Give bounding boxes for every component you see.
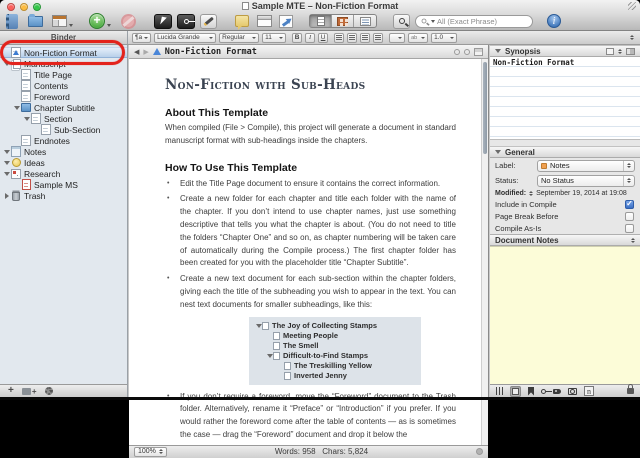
text-color-dropdown[interactable]	[389, 33, 405, 43]
notebook-icon	[6, 14, 18, 29]
align-justify-button[interactable]	[373, 33, 383, 43]
modified-field-name: Modified:	[495, 190, 527, 197]
binder-item-label: Title Page	[34, 69, 72, 80]
bullet-item: • folder. Alternatively, rename it “Preface” or “Introduction” if you prefer. If you would rather the foreword come after the table of contents — as is sometimes the case — drag the “Foreword” document and drop it below the	[165, 391, 456, 442]
checkbox-row-compile-as-is	[490, 222, 640, 234]
dropdown-stepper-icon	[627, 178, 631, 183]
checkbox-label: Include in Compile	[495, 199, 557, 209]
corkboard-view-segment[interactable]	[332, 15, 354, 27]
quick-reference-button[interactable]	[257, 12, 272, 30]
underline-button[interactable]: U	[318, 33, 328, 43]
inspector-panel	[490, 45, 640, 397]
keywords-hud-button[interactable]	[177, 14, 195, 29]
disclosure-triangle[interactable]	[23, 117, 31, 121]
binder-item-contents[interactable]	[0, 80, 127, 91]
italic-button[interactable]: I	[305, 33, 315, 43]
binder-item-label: Chapter Subtitle	[34, 102, 95, 113]
search-icon	[399, 18, 405, 24]
label-field-name: Label:	[495, 161, 516, 170]
checkbox-page-break-before[interactable]	[625, 212, 634, 221]
search-scope-text: All (Exact Phrase)	[437, 16, 498, 26]
embedded-tree-image	[249, 317, 421, 385]
toolbar	[0, 11, 640, 31]
document-icon	[284, 362, 291, 370]
doc-badge-icon	[11, 48, 21, 58]
binder-item-label: Foreword	[34, 91, 70, 102]
disclosure-triangle[interactable]	[3, 193, 11, 199]
align-right-button[interactable]	[360, 33, 370, 43]
document-notes-area[interactable]	[490, 246, 640, 384]
folder-icon	[28, 16, 43, 27]
document-content	[129, 59, 488, 442]
binder-item-label: Endnotes	[34, 135, 70, 146]
howto-heading: How To Use This Template	[165, 161, 298, 174]
disclosure-triangle[interactable]	[3, 62, 11, 66]
tree-item-label: The Smell	[283, 341, 319, 351]
document-icon	[273, 352, 280, 360]
doc-icon	[41, 125, 51, 135]
binder-item-label: Ideas	[24, 157, 45, 168]
dropdown-arrow-icon	[49, 390, 53, 393]
tree-item-meeting-people	[255, 331, 415, 341]
binder-item-non-fiction-format[interactable]	[0, 47, 127, 58]
label-row	[490, 158, 640, 173]
dropdown-arrow-icon	[107, 24, 111, 27]
add-folder-button[interactable]	[22, 387, 37, 396]
doc-icon	[21, 70, 31, 80]
binder-item-label: Notes	[24, 146, 47, 157]
general-header-label: General	[505, 147, 535, 157]
checkbox-label: Page Break Before	[495, 211, 559, 221]
document-notes-label: Document Notes	[495, 235, 559, 245]
tree-item-label: The Treskilling Yellow	[294, 361, 372, 371]
dropdown-arrow-icon	[252, 37, 256, 39]
binder-footer-bar	[0, 384, 127, 397]
editor-document-title[interactable]: Non-Fiction Format	[164, 46, 257, 57]
document-main-heading: Non-Fiction with Sub-Heads	[165, 77, 366, 93]
window-title: Sample MTE – Non-Fiction Format	[0, 1, 640, 11]
search-button[interactable]	[393, 14, 410, 29]
dropdown-arrow-icon	[450, 37, 454, 39]
redbook-icon	[21, 180, 31, 190]
editor-footer-bar	[129, 445, 488, 458]
pencil-icon	[203, 17, 213, 26]
binder-item-ideas[interactable]	[0, 157, 127, 168]
tree-item-difficult-to-find-stamps	[255, 351, 415, 361]
binder-list	[0, 45, 127, 384]
add-item-button[interactable]	[89, 12, 111, 30]
editor-body[interactable]	[129, 59, 488, 445]
binder-item-foreword[interactable]	[0, 91, 127, 102]
notes-icon	[11, 147, 21, 157]
header-circle-icon[interactable]	[464, 49, 470, 55]
about-paragraph: When compiled (File > Compile), this project will generate a document in standard manuscript format with sub-headings inside the chapters.	[165, 123, 456, 145]
document-icon	[273, 342, 280, 350]
cursor-arrow-icon	[160, 17, 167, 26]
tree-item-the-treskilling-yellow	[255, 361, 415, 371]
binder-pane-header: Binder	[0, 31, 128, 44]
status-value: No Status	[541, 176, 574, 185]
document-badge-icon	[153, 48, 161, 55]
disclosure-triangle[interactable]	[3, 150, 11, 154]
align-left-button[interactable]	[334, 33, 344, 43]
binder-item-notes[interactable]	[0, 146, 127, 157]
photo-icon	[11, 169, 21, 179]
search-icon	[422, 19, 427, 24]
binder-item-label: Section	[44, 113, 73, 124]
binder-item-sample-ms[interactable]	[0, 179, 127, 190]
binder-item-research[interactable]	[0, 168, 127, 179]
align-center-button[interactable]	[347, 33, 357, 43]
document-view-icon	[317, 16, 325, 26]
notes-tab-icon[interactable]	[496, 387, 503, 395]
tree-item-label: Meeting People	[283, 331, 339, 341]
binder-item-title-page[interactable]	[0, 69, 127, 80]
inspector-stepper-icon[interactable]	[630, 35, 634, 40]
add-document-button[interactable]: +	[8, 385, 14, 396]
bullet-item: • Create a new text document for each sub-section within the chapter folders, giving each the title of the subheading you wish to appear in the text. You can nest text documents for smaller subheadings, like this:	[165, 273, 456, 311]
modified-stepper-icon[interactable]	[529, 191, 533, 196]
font-size-dropdown[interactable]: 11	[262, 33, 286, 43]
screen-bottom-strip	[0, 397, 640, 400]
binder-item-trash[interactable]	[0, 190, 127, 201]
disclosure-triangle[interactable]	[13, 106, 21, 110]
binder-item-chapter-subtitle[interactable]	[0, 102, 127, 113]
bullet-item: • Edit the Title Page document to ensure it contains the correct information.	[165, 178, 456, 191]
lock-icon[interactable]	[627, 388, 634, 394]
zoom-value: 100%	[138, 448, 156, 456]
dropdown-arrow-icon	[279, 37, 283, 39]
metadata-tag-tab-icon[interactable]	[553, 389, 561, 394]
style-preset-dropdown[interactable]: ¶a	[132, 33, 151, 43]
binder-item-label: Trash	[24, 190, 46, 201]
references-tab-icon[interactable]	[510, 386, 521, 397]
font-family-dropdown[interactable]: Lucida Grande	[154, 33, 216, 43]
stack-icon	[11, 59, 21, 69]
footnotes-tab-icon[interactable]: n	[584, 386, 594, 396]
bulb-icon	[11, 158, 21, 168]
label-dropdown[interactable]	[537, 160, 635, 172]
status-dropdown[interactable]	[537, 175, 635, 187]
key-icon	[184, 19, 189, 24]
binder-item-section[interactable]	[0, 113, 127, 124]
binder-action-menu-button[interactable]	[45, 387, 53, 395]
window-panel-icon	[257, 15, 272, 27]
inspector-strip-controls	[490, 35, 640, 40]
corkboard-view-icon	[337, 17, 348, 26]
bold-button[interactable]: B	[292, 33, 302, 43]
zoom-stepper-icon[interactable]	[159, 449, 163, 454]
window-chrome	[0, 0, 640, 31]
checkbox-row-include-in-compile	[490, 198, 640, 210]
search-scope-dropdown-icon[interactable]	[431, 20, 435, 23]
about-heading: About This Template	[165, 107, 269, 119]
document-view-segment[interactable]	[310, 15, 332, 27]
back-arrow-icon[interactable]: ◀	[134, 48, 140, 56]
doc-icon	[21, 92, 31, 102]
tree-item-the-smell	[255, 341, 415, 351]
document-icon	[273, 332, 280, 340]
disclosure-triangle	[255, 324, 262, 328]
synopsis-header-label: Synopsis	[505, 46, 541, 56]
doc-icon	[21, 136, 31, 146]
dropdown-arrow-icon	[144, 37, 148, 39]
binder-item-label: Contents	[34, 80, 69, 91]
outline-view-icon	[360, 17, 371, 26]
align-right-icon	[362, 35, 368, 40]
doc-icon	[31, 114, 41, 124]
binder-item-label: Non-Fiction Format	[24, 47, 97, 58]
highlight-color-dropdown[interactable]: ab	[408, 33, 428, 43]
split-view-icon[interactable]	[474, 48, 483, 56]
binder-item-label: Manuscript	[24, 58, 66, 69]
document-icon	[284, 372, 291, 380]
binder-sidebar	[0, 45, 128, 397]
checkbox-include-in-compile[interactable]: ✓	[626, 199, 633, 208]
tree-item-label: Difficult-to-Find Stamps	[283, 351, 368, 361]
format-bar	[0, 31, 640, 45]
collections-button[interactable]	[28, 12, 43, 30]
bullet-item: • Create a new folder for each chapter and title each folder with the name of the chapter. If you don’t intend to use chapter names, just use something descriptive that tells you what the chapter is about. (You do not need to title the folders “Chapter One” and so on, as chapter numbering will be taken care of automatically during the Compile process.) The first chapter folder has been created for you with the placeholder title “Chapter Subtitle”.	[165, 193, 456, 270]
word-count-status: Words: 958 Chars: 5,824	[274, 447, 369, 457]
disclosure-triangle[interactable]	[3, 161, 11, 165]
document-notes-header[interactable]	[490, 234, 640, 246]
snapshots-tab-icon[interactable]	[568, 388, 577, 395]
zoom-control[interactable]	[134, 447, 167, 457]
synopsis-section-header[interactable]	[490, 45, 640, 57]
tree-item-label: Inverted Jenny	[294, 371, 347, 381]
align-center-icon	[349, 35, 355, 40]
green-plus-icon: +	[89, 13, 105, 29]
doc-icon	[21, 81, 31, 91]
binder-item-label: Sample MS	[34, 179, 78, 190]
dropdown-arrow-icon	[209, 37, 213, 39]
binder-item-sub-section[interactable]	[0, 124, 127, 135]
format-controls	[128, 33, 490, 43]
binder-item-label: Sub-Section	[54, 124, 101, 135]
synopsis-text: Non-Fiction Format	[493, 58, 575, 67]
compile-arrow-icon	[279, 15, 293, 28]
align-justify-icon	[375, 35, 381, 40]
binder-item-label: Research	[24, 168, 61, 179]
checkbox-row-page-break-before	[490, 210, 640, 222]
tree-item-the-joy-of-collecting-stamps	[255, 321, 415, 331]
synopsis-card[interactable]	[490, 57, 640, 140]
trash-icon	[11, 191, 21, 201]
search-input[interactable]	[415, 15, 533, 28]
status-row	[490, 173, 640, 188]
layouts-button[interactable]	[52, 12, 73, 30]
footer-gear-icon[interactable]	[476, 448, 483, 455]
disclosure-triangle[interactable]	[3, 172, 11, 176]
synopsis-switch-icon[interactable]	[626, 48, 635, 55]
modified-value: September 19, 2014 at 19:08	[536, 190, 627, 197]
folder-icon	[21, 103, 31, 113]
tree-item-inverted-jenny	[255, 371, 415, 381]
status-field-name: Status:	[495, 176, 519, 185]
dropdown-arrow-icon	[398, 37, 402, 39]
inspector-toggle-button[interactable]	[547, 12, 561, 30]
dropdown-stepper-icon	[627, 163, 631, 168]
binder-item-endnotes[interactable]	[0, 135, 127, 146]
keywords-tab-icon[interactable]	[541, 389, 546, 394]
line-spacing-dropdown[interactable]: 1.0	[431, 33, 457, 43]
move-to-trash-button[interactable]	[121, 12, 136, 30]
inspector-footer-bar	[490, 384, 640, 397]
edit-button[interactable]	[200, 14, 217, 29]
document-icon	[262, 322, 269, 330]
scrollbar-thumb[interactable]	[483, 62, 487, 154]
bookmark-tab-icon[interactable]	[528, 387, 534, 396]
label-value: Notes	[550, 161, 570, 170]
editor-header-bar	[129, 45, 488, 59]
general-section-header[interactable]	[490, 146, 640, 158]
info-icon: i	[547, 14, 561, 28]
disclosure-triangle[interactable]	[495, 49, 501, 53]
binder-item-manuscript[interactable]	[0, 58, 127, 69]
comment-button[interactable]	[235, 12, 249, 30]
view-mode-segmented-control	[309, 14, 377, 28]
modified-row	[490, 188, 640, 198]
tree-item-label: The Joy of Collecting Stamps	[272, 321, 378, 331]
compile-button[interactable]	[279, 12, 293, 30]
screenshot-mode-button[interactable]	[154, 14, 172, 29]
checkbox-label: Compile As-Is	[495, 223, 542, 233]
layout-panels-icon	[52, 15, 67, 27]
disclosure-triangle	[266, 354, 273, 358]
forward-arrow-icon[interactable]: ▶	[143, 48, 149, 56]
window-resize-icon[interactable]	[628, 2, 636, 10]
no-entry-icon	[121, 14, 136, 29]
synopsis-image-toggle-icon[interactable]	[606, 48, 614, 55]
editor-scrollbar[interactable]	[481, 59, 488, 445]
dropdown-arrow-icon	[421, 37, 425, 39]
align-left-icon	[336, 35, 342, 40]
synopsis-stepper-icon[interactable]	[618, 49, 622, 54]
label-color-swatch	[541, 163, 547, 169]
header-circle-icon[interactable]	[454, 49, 460, 55]
proxy-document-icon[interactable]	[242, 2, 249, 10]
notes-stepper-icon[interactable]	[631, 238, 635, 243]
font-style-dropdown[interactable]: Regular	[219, 33, 259, 43]
checkbox-compile-as-is[interactable]	[625, 224, 634, 233]
dropdown-arrow-icon	[69, 24, 73, 27]
outline-view-segment[interactable]	[354, 15, 376, 27]
disclosure-triangle[interactable]	[495, 150, 501, 154]
binder-toggle-button[interactable]	[6, 12, 18, 30]
comment-bubble-icon	[235, 15, 249, 27]
editor-pane	[129, 45, 489, 457]
howto-bullet-list	[165, 178, 456, 312]
